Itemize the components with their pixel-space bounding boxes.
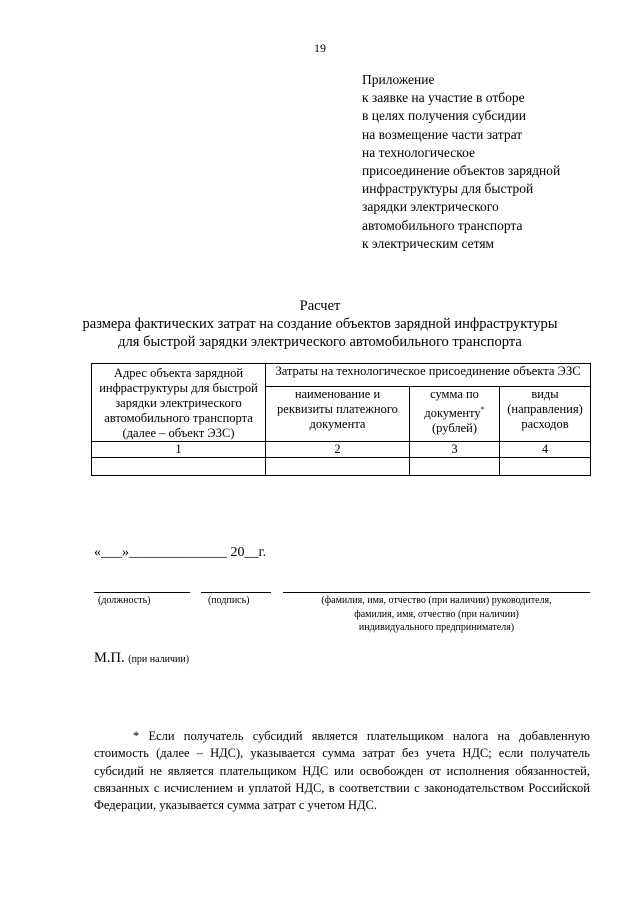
appendix-line: к заявке на участие в отборе (362, 90, 525, 106)
header-document-sum: сумма по документу* (рублей) (410, 387, 500, 442)
footnote-line: связанных с исчислением и уплатой НДС, в соответствии с законодательством Российской (94, 780, 590, 795)
footnote-line: субсидий не является плательщиком НДС или освобожден от исполнения обязанностей, (94, 763, 590, 778)
column-number: 1 (92, 442, 266, 458)
signature-caption: (подпись) (208, 595, 250, 606)
header-payment-document: наименование и реквизиты платежного документа (266, 387, 410, 442)
stamp-label: М.П. (94, 650, 125, 666)
footnote-line: стоимость (далее – НДС), указывается сумма затрат без учета НДС; если получатель (94, 746, 590, 761)
expense-table (91, 363, 591, 476)
table-row (92, 458, 591, 476)
header-object-address: Адрес объекта зарядной инфраструктуры для быстрой зарядки электрического автомобильного транспорта (далее – объект ЭЗС) (92, 364, 266, 442)
column-number: 2 (266, 442, 410, 458)
name-caption: (фамилия, имя, отчество (при наличии) руководителя, фамилия, имя, отчество (при наличии) индивидуального предпринимателя) (321, 595, 552, 633)
table-cell[interactable] (92, 458, 266, 476)
footnote-line: Федерации, указывается сумма затрат с учетом НДС. (94, 798, 378, 813)
stamp-note: (при наличии) (128, 654, 190, 665)
stamp-place (94, 650, 189, 667)
title-line-1: Расчет (299, 298, 341, 314)
name-line (283, 592, 590, 593)
column-number: 3 (410, 442, 500, 458)
header-connection-costs: Затраты на технологическое присоединение объекта ЭЗС (266, 364, 591, 387)
position-caption: (должность) (98, 595, 151, 606)
document-title (0, 297, 640, 351)
table-cell[interactable] (500, 458, 591, 476)
page-number: 19 (314, 41, 326, 55)
appendix-line: на технологическое (362, 144, 475, 160)
title-line-3: для быстрой зарядки электрического автомобильного транспорта (118, 334, 522, 350)
table-cell[interactable] (410, 458, 500, 476)
appendix-line: в целях получения субсидии (362, 108, 526, 124)
date-field: «___»______________ 20__г. (94, 545, 267, 560)
table-cell[interactable] (266, 458, 410, 476)
column-number: 4 (500, 442, 591, 458)
footnote (94, 728, 590, 814)
footnote-mark: * (480, 405, 485, 414)
appendix-line: присоединение объектов зарядной (362, 162, 561, 178)
signature-line (201, 592, 271, 593)
footnote-line: * Если получатель субсидий является плательщиком налога на добавленную (133, 729, 590, 743)
position-line (94, 592, 190, 593)
title-line-2: размера фактических затрат на создание объектов зарядной инфраструктуры (82, 316, 558, 332)
header-expense-types: виды (направления) расходов (500, 387, 591, 442)
appendix-line: к электрическим сетям (362, 235, 495, 251)
appendix-line: Приложение (362, 72, 435, 87)
appendix-line: автомобильного транспорта (362, 217, 523, 233)
appendix-line: на возмещение части затрат (362, 126, 523, 142)
appendix-line: зарядки электрического (362, 199, 499, 215)
appendix-header (362, 71, 560, 253)
appendix-line: инфраструктуры для быстрой (362, 181, 534, 197)
